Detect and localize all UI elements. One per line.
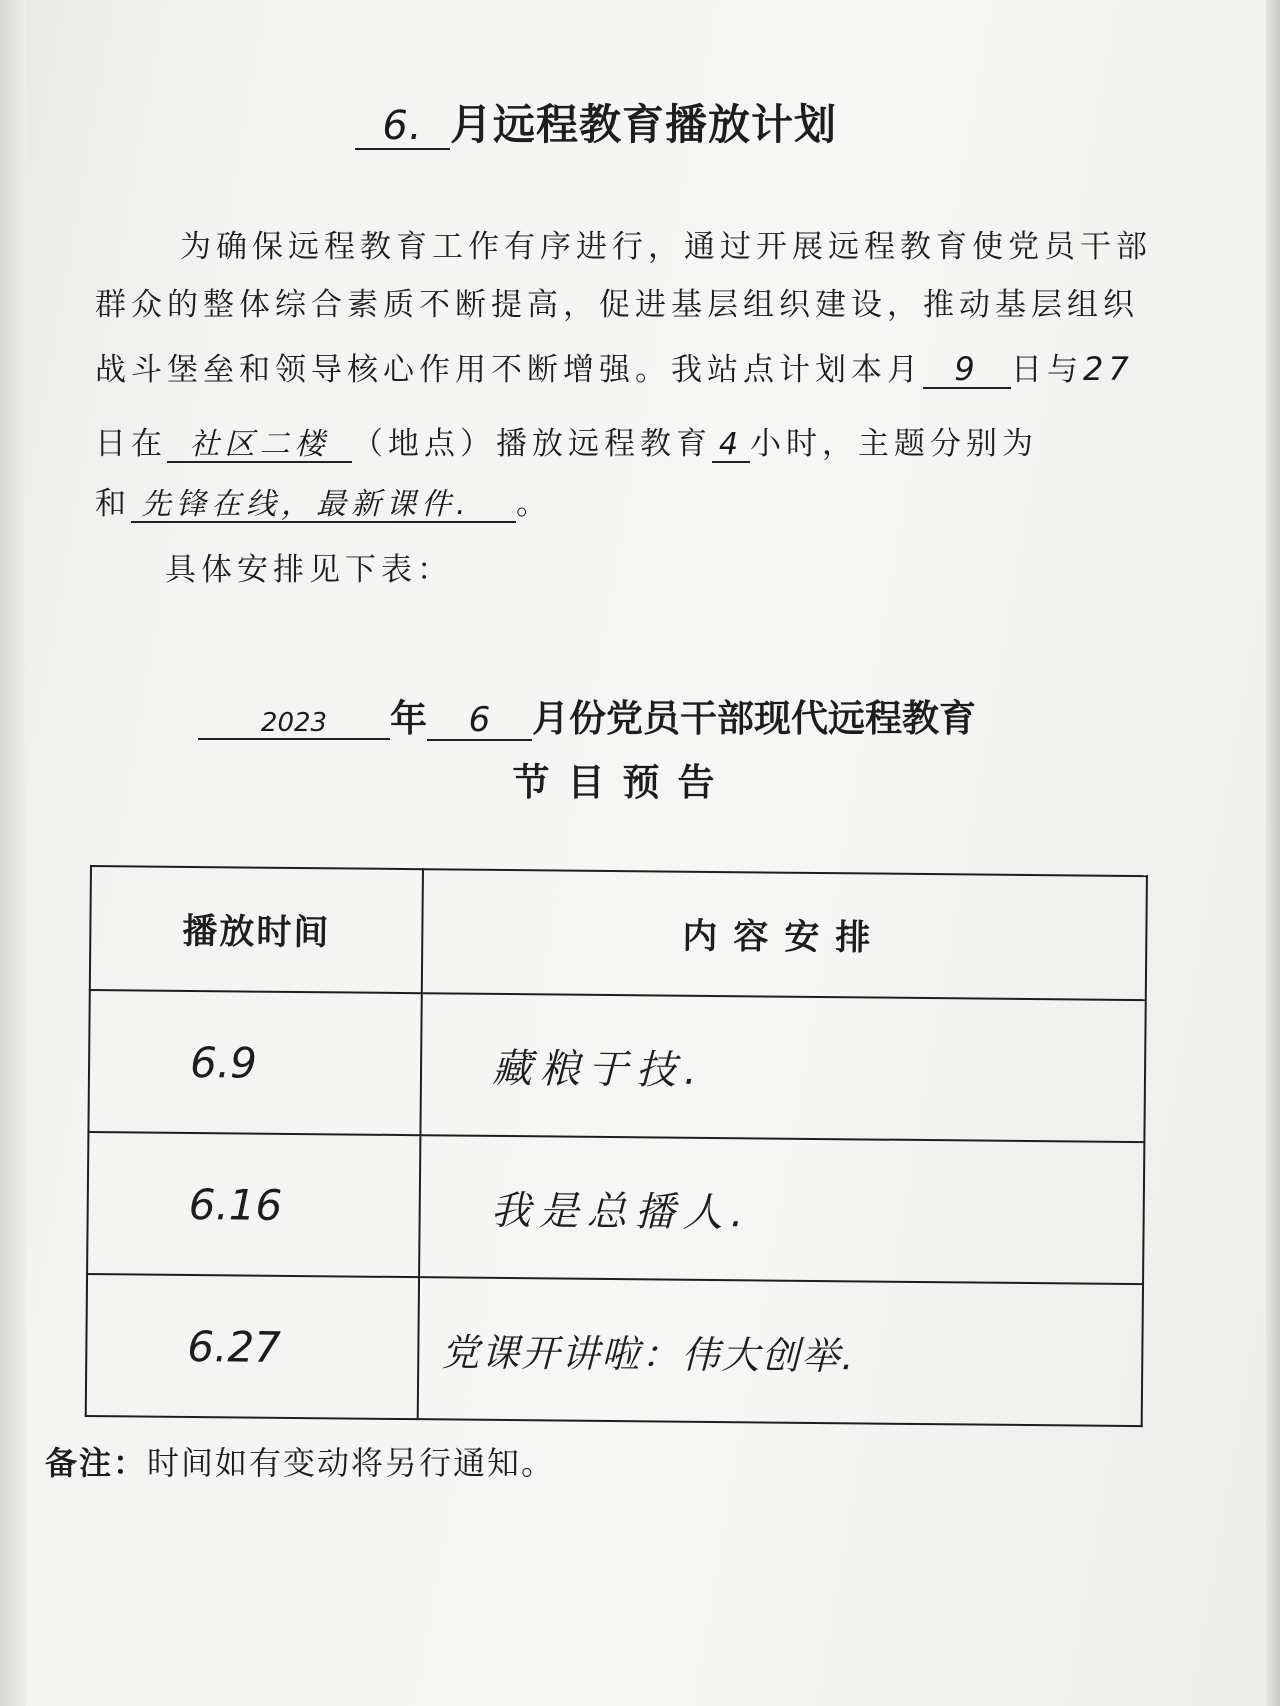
schedule-table bbox=[85, 865, 1148, 1427]
table-header-row bbox=[90, 866, 1147, 1000]
topics-blank: 先锋在线，最新课件. bbox=[131, 488, 516, 523]
intro-line-5-text-a: 和 bbox=[95, 486, 131, 522]
table-row bbox=[88, 990, 1145, 1142]
table-row bbox=[86, 1274, 1143, 1426]
footnote bbox=[45, 1438, 555, 1484]
page-right-edge bbox=[1266, 0, 1280, 1706]
intro-line-3-text-b: 日与 bbox=[1011, 352, 1083, 388]
schedule-table-wrapper bbox=[85, 865, 1148, 1425]
day-1-blank: 9 bbox=[923, 352, 1011, 389]
title-text: 月远程教育播放计划 bbox=[450, 100, 838, 149]
location-blank: 社区二楼 bbox=[167, 428, 352, 463]
intro-line-6: 具体安排见下表： bbox=[165, 552, 453, 588]
intro-line-4 bbox=[95, 428, 1155, 463]
intro-line-1: 为确保远程教育工作有序进行，通过开展远程教育使党员干部 bbox=[180, 229, 1152, 265]
table-row bbox=[87, 1132, 1144, 1284]
column-header-time: 播放时间 bbox=[90, 866, 423, 993]
intro-line-4-text-b: （地点）播放远程教育 bbox=[352, 426, 712, 462]
year-suffix: 年 bbox=[390, 697, 427, 740]
programme-subheading: 节目预告 bbox=[512, 761, 733, 804]
document-title bbox=[355, 92, 955, 152]
intro-line-2: 群众的整体综合素质不断提高，促进基层组织建设，推动基层组织 bbox=[95, 287, 1139, 323]
intro-line-5 bbox=[95, 488, 1155, 523]
month-blank: 6 bbox=[427, 702, 532, 741]
row-content: 党课开讲啦：伟大创举. bbox=[418, 1277, 1143, 1426]
row-time: 6.9 bbox=[88, 990, 421, 1135]
footnote-text: 时间如有变动将另行通知。 bbox=[147, 1444, 556, 1482]
row-content: 藏粮于技. bbox=[420, 993, 1145, 1142]
title-month-blank: 6. bbox=[355, 104, 450, 150]
intro-line-3-text-a: 战斗堡垒和领导核心作用不断增强。我站点计划本月 bbox=[95, 352, 923, 388]
programme-heading bbox=[198, 688, 1098, 742]
footnote-label: 备注： bbox=[45, 1444, 148, 1482]
row-time: 6.16 bbox=[87, 1132, 420, 1277]
year-blank: 2023 bbox=[198, 709, 390, 740]
intro-line-4-text-c: 小时，主题分别为 bbox=[750, 426, 1038, 462]
row-content: 我是总播人. bbox=[419, 1135, 1144, 1284]
intro-line-3 bbox=[95, 352, 1155, 389]
column-header-content: 内容安排 bbox=[422, 869, 1147, 1000]
intro-line-4-text-a: 日在 bbox=[95, 426, 167, 462]
hours-blank: 4 bbox=[712, 428, 750, 463]
intro-line-5-text-b: 。 bbox=[516, 486, 552, 522]
page-binding-edge bbox=[0, 0, 26, 1706]
row-time: 6.27 bbox=[86, 1274, 419, 1419]
programme-heading-text: 月份党员干部现代远程教育 bbox=[532, 697, 976, 740]
day-2-handwritten: 27 bbox=[1083, 350, 1134, 388]
